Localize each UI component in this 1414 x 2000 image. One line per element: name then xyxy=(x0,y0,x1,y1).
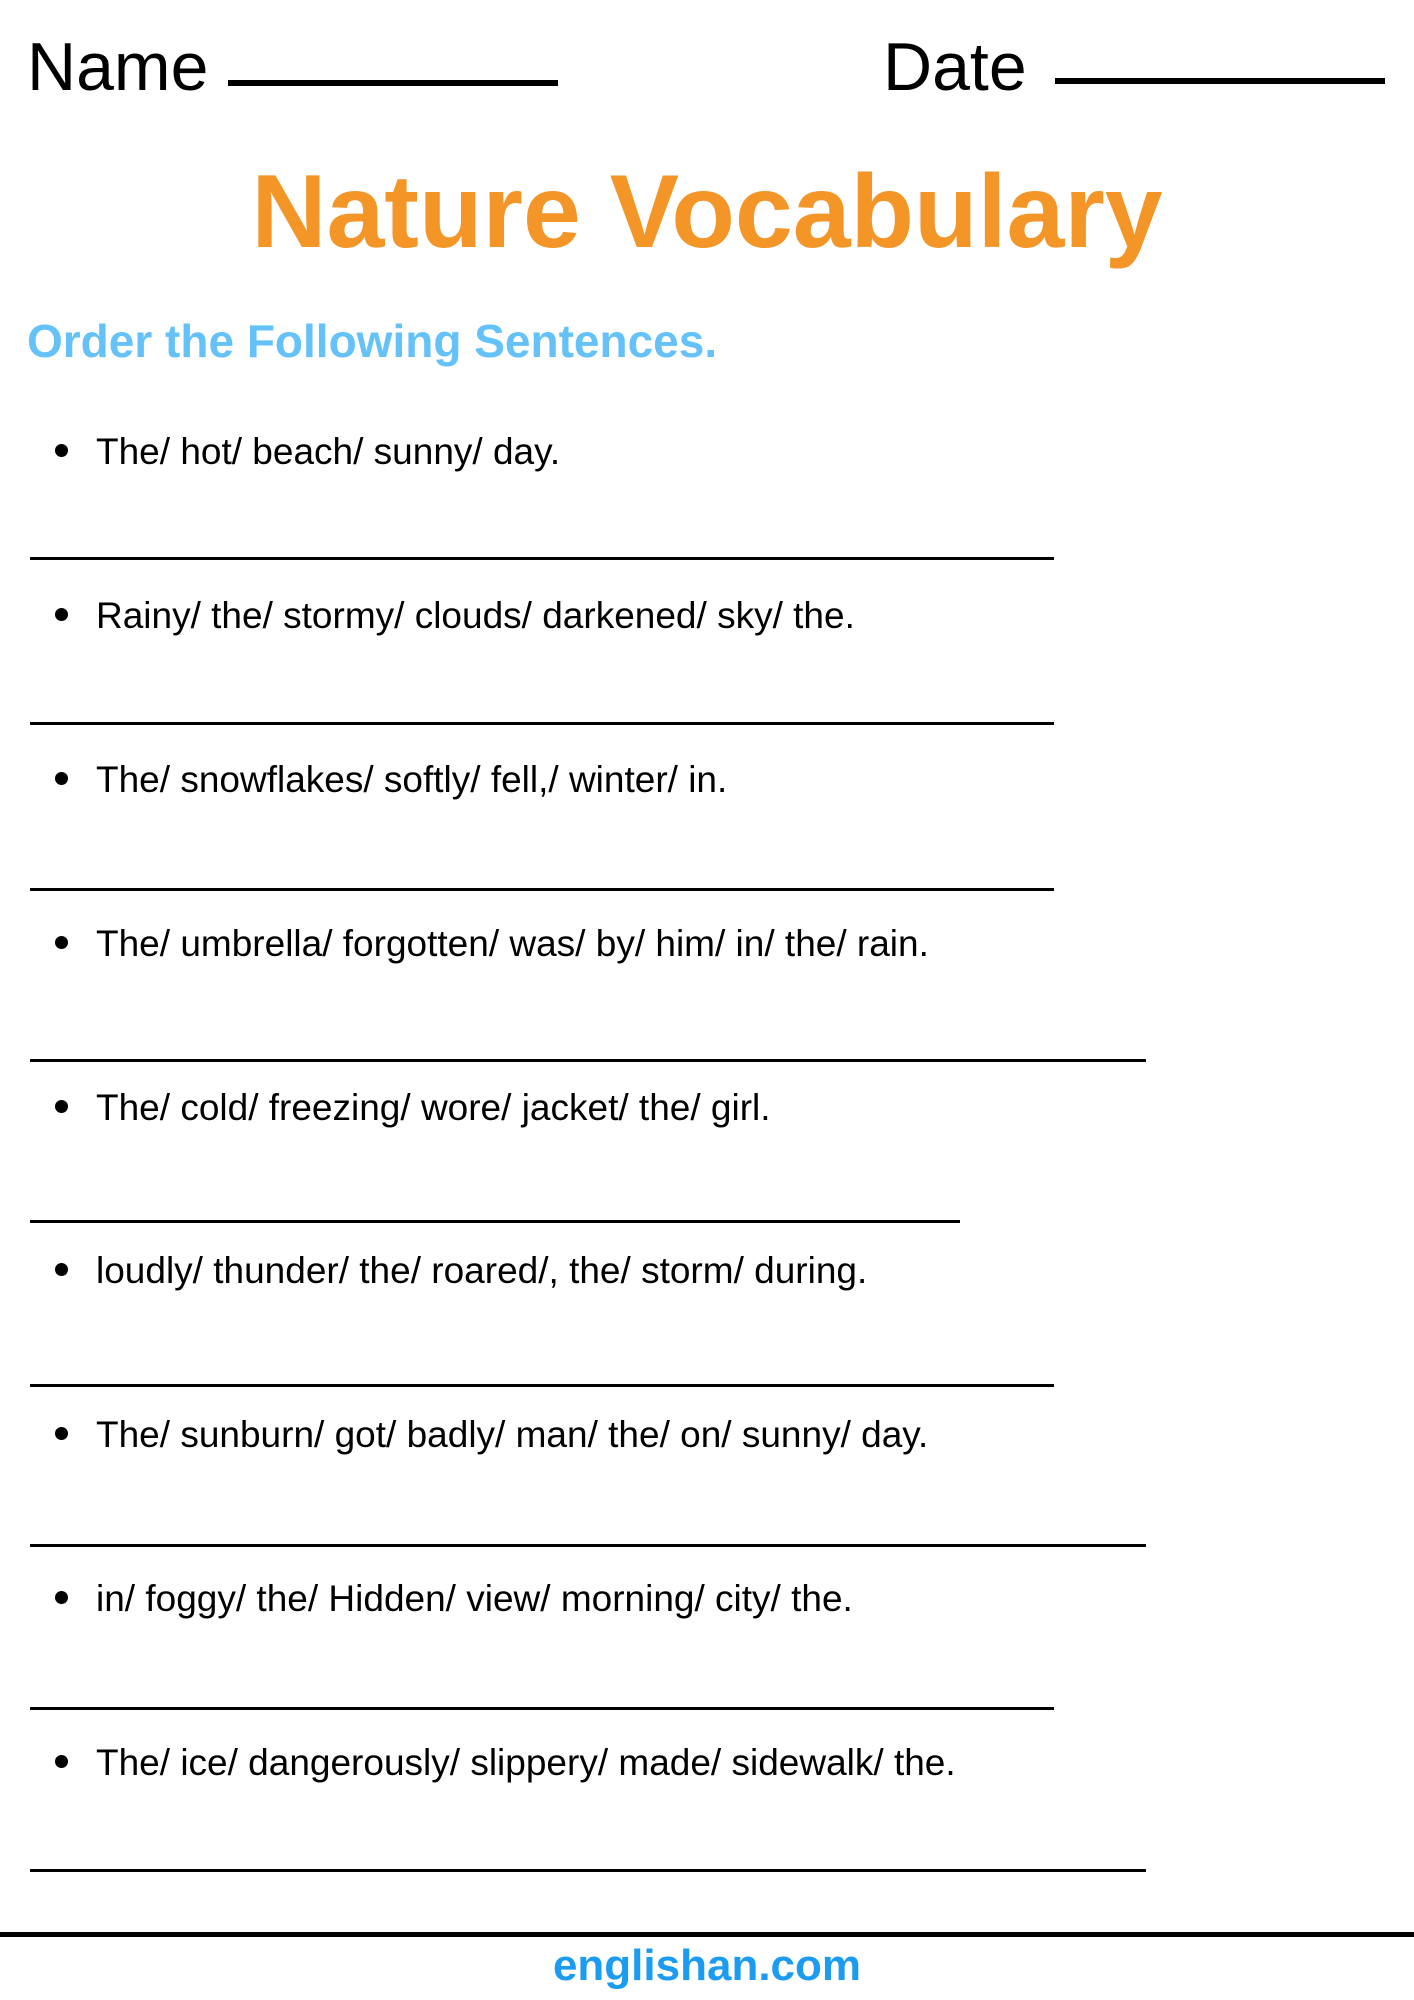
bullet-icon xyxy=(55,444,68,457)
list-item xyxy=(0,1577,1414,1637)
bullet-icon xyxy=(55,1427,68,1440)
footer-divider xyxy=(0,1932,1414,1937)
sentence-text: The/ umbrella/ forgotten/ was/ by/ him/ in/ the/ rain. xyxy=(96,923,929,964)
date-field[interactable] xyxy=(1055,78,1385,84)
bullet-icon xyxy=(55,608,68,621)
bullet-icon xyxy=(55,1100,68,1113)
answer-line[interactable] xyxy=(30,722,1054,725)
bullet-icon xyxy=(55,1263,68,1276)
answer-line[interactable] xyxy=(30,1384,1054,1387)
sentence-text: The/ sunburn/ got/ badly/ man/ the/ on/ sunny/ day. xyxy=(96,1414,929,1455)
answer-line[interactable] xyxy=(30,557,1054,560)
name-field[interactable] xyxy=(228,80,558,86)
sentence-text: The/ snowflakes/ softly/ fell,/ winter/ in. xyxy=(96,759,728,800)
list-item xyxy=(0,758,1414,818)
list-item xyxy=(0,1086,1414,1146)
sentence-text: loudly/ thunder/ the/ roared/, the/ storm/ during. xyxy=(96,1250,868,1291)
page-title: Nature Vocabulary xyxy=(251,154,1163,270)
sentence-text: The/ hot/ beach/ sunny/ day. xyxy=(96,431,561,472)
bullet-icon xyxy=(55,1755,68,1768)
sentence-text: Rainy/ the/ stormy/ clouds/ darkened/ sky/ the. xyxy=(96,595,855,636)
answer-line[interactable] xyxy=(30,1059,1146,1062)
list-item xyxy=(0,430,1414,490)
footer-site-link[interactable]: englishan.com xyxy=(552,1941,862,1990)
sentence-text: The/ cold/ freezing/ wore/ jacket/ the/ girl. xyxy=(96,1087,771,1128)
bullet-icon xyxy=(55,936,68,949)
list-item xyxy=(0,922,1414,982)
answer-line[interactable] xyxy=(30,888,1054,891)
answer-line[interactable] xyxy=(30,1707,1054,1710)
sentence-text: The/ ice/ dangerously/ slippery/ made/ sidewalk/ the. xyxy=(96,1742,956,1783)
list-item xyxy=(0,594,1414,654)
answer-line[interactable] xyxy=(30,1220,960,1223)
list-item xyxy=(0,1249,1414,1309)
sentence-text: in/ foggy/ the/ Hidden/ view/ morning/ city/ the. xyxy=(96,1578,853,1619)
answer-line[interactable] xyxy=(30,1544,1146,1547)
bullet-icon xyxy=(55,1591,68,1604)
bullet-icon xyxy=(55,772,68,785)
date-label: Date xyxy=(883,29,1027,105)
list-item xyxy=(0,1413,1414,1473)
answer-line[interactable] xyxy=(30,1869,1146,1872)
instructions-heading: Order the Following Sentences. xyxy=(27,315,718,367)
list-item xyxy=(0,1741,1414,1801)
name-label: Name xyxy=(27,29,209,105)
